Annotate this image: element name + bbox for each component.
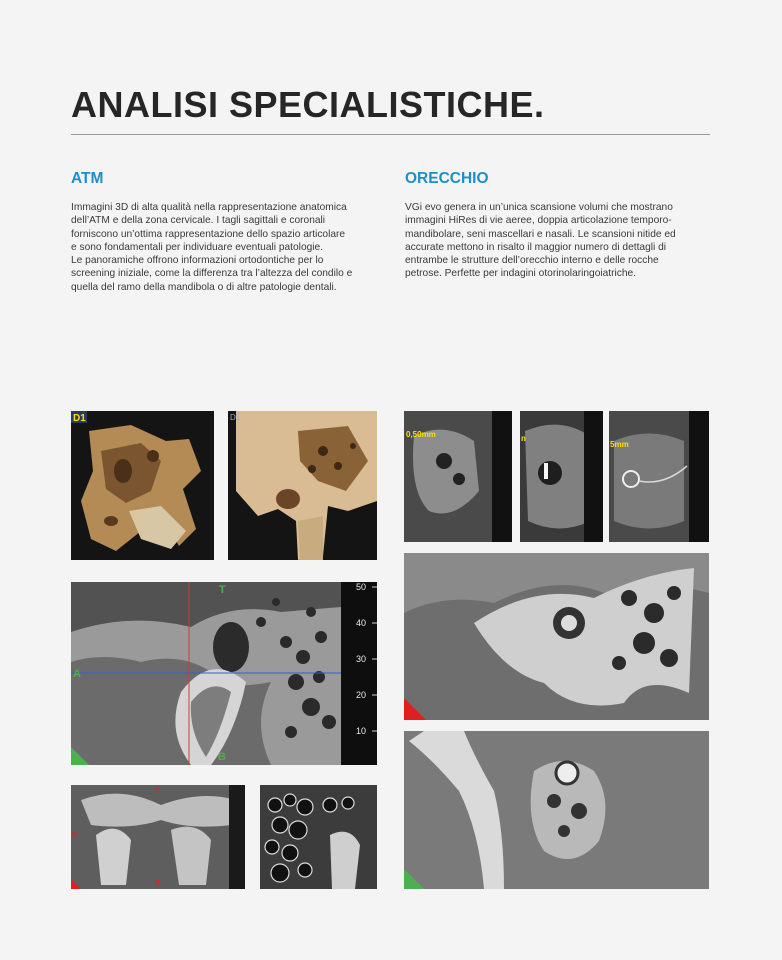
ear-ct-thumb-2 bbox=[520, 411, 603, 542]
title-divider bbox=[71, 134, 710, 135]
atm-heading: ATM bbox=[71, 170, 104, 187]
atm-paragraph bbox=[71, 201, 391, 294]
atm-coronal-ct-right bbox=[260, 785, 377, 889]
ear-thumb-2-scale: n bbox=[521, 434, 526, 443]
orecchio-line: VGi evo genera in un’unica scansione volumi che mostrano bbox=[405, 202, 673, 213]
ear-thumb-3-scale: 5mm bbox=[610, 440, 629, 449]
orecchio-line: mandibolare, seni mascellari e nasali. Le scansioni nitide ed bbox=[405, 228, 676, 240]
orecchio-heading: ORECCHIO bbox=[405, 170, 489, 187]
render-left-label: D1 bbox=[73, 413, 86, 424]
atm-line: e sono fondamentali per individuare eventuali patologie. bbox=[71, 241, 324, 253]
page-title: ANALISI SPECIALISTICHE. bbox=[71, 84, 545, 125]
sagittal-top-label: T bbox=[219, 584, 226, 596]
atm-line: forniscono un’ottima rappresentazione dello spazio articolare bbox=[71, 228, 346, 240]
render-right-label: D1 bbox=[230, 413, 241, 422]
atm-line: Le panoramiche offrono informazioni ortodontiche per lo bbox=[71, 255, 324, 267]
scale-label-30: 30 bbox=[356, 654, 367, 664]
ear-thumb-1-scale: 0,50mm bbox=[406, 430, 436, 439]
atm-coronal-ct-left bbox=[71, 785, 245, 889]
atm-line: screening iniziale, come la differenza tra l’altezza del condilo e bbox=[71, 268, 353, 280]
ear-ct-thumb-3 bbox=[609, 411, 709, 542]
orecchio-line: accurate mettono in risalto il maggior numero di dettagli di bbox=[405, 241, 667, 253]
coronal-bottom-label: B bbox=[155, 880, 160, 887]
atm-sagittal-ct bbox=[71, 582, 377, 765]
scale-label-50: 50 bbox=[356, 582, 367, 592]
ear-ct-large-1 bbox=[404, 553, 709, 720]
atm-line: dell’ATM e della zona cervicale. I tagli sagittali e coronali bbox=[71, 215, 326, 227]
ear-ct-large-2 bbox=[404, 731, 709, 889]
scale-label-10: 10 bbox=[356, 726, 367, 736]
orecchio-paragraph bbox=[405, 201, 725, 281]
atm-3d-render-left bbox=[71, 411, 214, 560]
atm-line: quella del ramo della mandibola o di altre patologie dentali. bbox=[71, 281, 337, 293]
sagittal-left-label: A bbox=[73, 668, 81, 680]
scale-label-40: 40 bbox=[356, 618, 367, 628]
orecchio-line: entrambe le strutture dell’orecchio interno e delle rocche bbox=[405, 255, 659, 267]
coronal-side-label: R bbox=[72, 832, 78, 839]
sagittal-bottom-label: B bbox=[218, 751, 226, 763]
ear-ct-thumb-1 bbox=[404, 411, 512, 542]
orecchio-line: petrose. Perfette per indagini otorinolaringoiatriche. bbox=[405, 268, 637, 280]
atm-3d-render-right bbox=[228, 411, 377, 560]
coronal-top-label: T bbox=[155, 788, 160, 795]
scale-label-20: 20 bbox=[356, 690, 367, 700]
orecchio-line: immagini HiRes di vie aeree, doppia articolazione temporo- bbox=[405, 215, 672, 227]
atm-line: Immagini 3D di alta qualità nella rappresentazione anatomica bbox=[71, 202, 347, 213]
